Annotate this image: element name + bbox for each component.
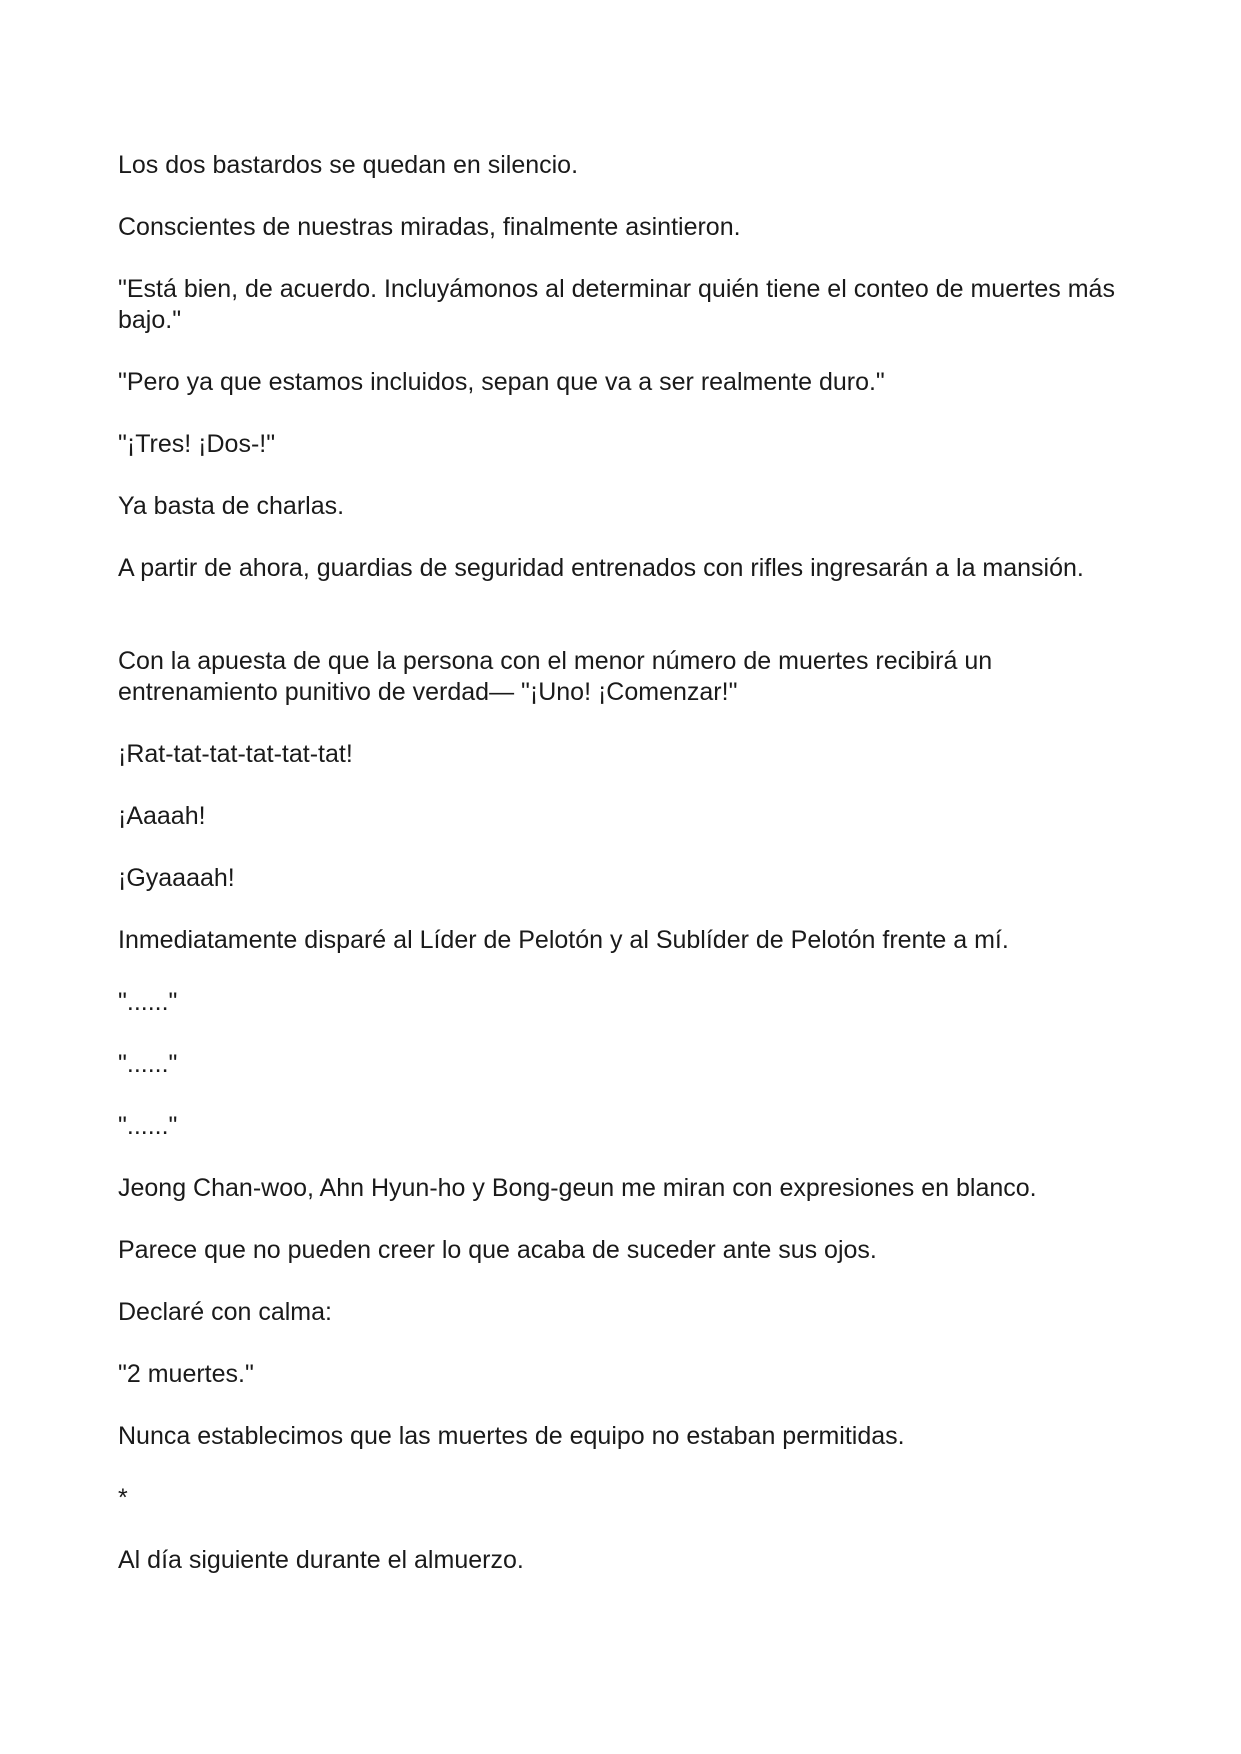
paragraph: "¡Tres! ¡Dos-!" bbox=[118, 430, 276, 458]
paragraph: Ya basta de charlas. bbox=[118, 492, 345, 520]
paragraph: ¡Gyaaaah! bbox=[118, 864, 235, 892]
paragraph: Declaré con calma: bbox=[118, 1298, 332, 1326]
paragraph: "......" bbox=[118, 1050, 178, 1078]
paragraph: A partir de ahora, guardias de seguridad entrenados con rifles ingresarán a la mansión. bbox=[118, 554, 1084, 582]
paragraph: Parece que no pueden creer lo que acaba de suceder ante sus ojos. bbox=[118, 1236, 877, 1264]
paragraph: "2 muertes." bbox=[118, 1360, 254, 1388]
paragraph: Al día siguiente durante el almuerzo. bbox=[118, 1546, 524, 1574]
section-break: * bbox=[118, 1484, 128, 1512]
paragraph: "......" bbox=[118, 988, 178, 1016]
paragraph: Los dos bastardos se quedan en silencio. bbox=[118, 151, 579, 179]
paragraph: Jeong Chan-woo, Ahn Hyun-ho y Bong-geun me miran con expresiones en blanco. bbox=[118, 1174, 1037, 1202]
paragraph: ¡Aaaah! bbox=[118, 802, 206, 830]
paragraph: Con la apuesta de que la persona con el menor número de muertes recibirá un entrenamiento punitivo de verdad— "¡Uno! ¡Comenzar!" bbox=[118, 647, 993, 706]
paragraph: "Pero ya que estamos incluidos, sepan que va a ser realmente duro." bbox=[118, 368, 885, 396]
paragraph: "......" bbox=[118, 1112, 178, 1140]
paragraph: ¡Rat-tat-tat-tat-tat-tat! bbox=[118, 740, 353, 768]
paragraph: Inmediatamente disparé al Líder de Pelotón y al Sublíder de Pelotón frente a mí. bbox=[118, 926, 1009, 954]
paragraph: Conscientes de nuestras miradas, finalmente asintieron. bbox=[118, 213, 741, 241]
paragraph: "Está bien, de acuerdo. Incluyámonos al determinar quién tiene el conteo de muertes más bajo." bbox=[118, 275, 1115, 334]
paragraph: Nunca establecimos que las muertes de equipo no estaban permitidas. bbox=[118, 1422, 905, 1450]
